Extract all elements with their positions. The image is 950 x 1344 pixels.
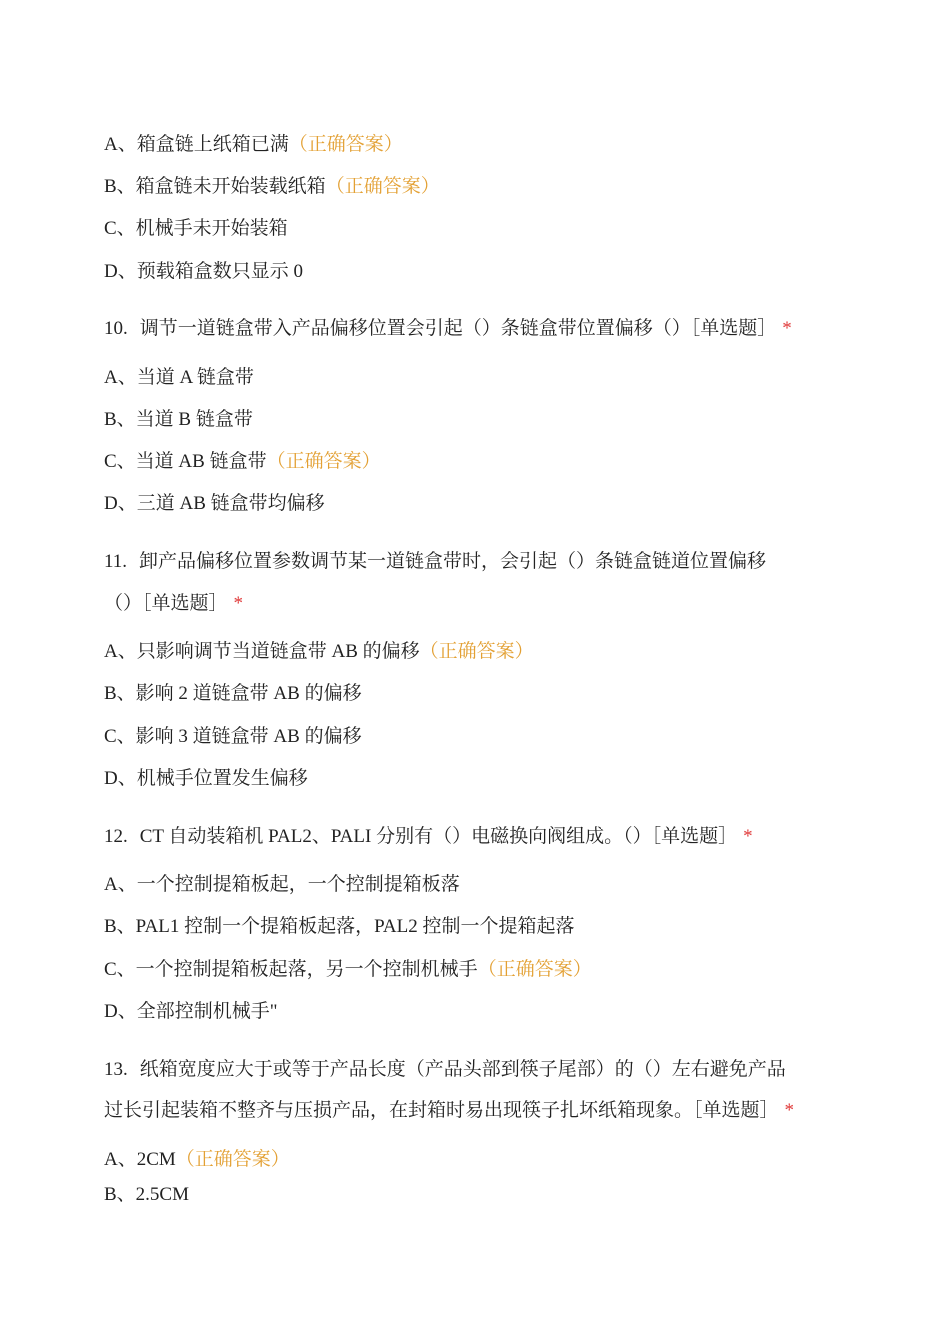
q12-option-d: D、全部控制机械手" [104,1001,278,1022]
question-text: （）［单选题］ [104,593,228,614]
q11-option-c: C、影响 3 道链盒带 AB 的偏移 [104,726,362,747]
q11-option-b: B、影响 2 道链盒带 AB 的偏移 [104,683,362,704]
question-text: CT 自动装箱机 PAL2、PALI 分别有（）电磁换向阀组成。（）［单选题］ [139,826,738,847]
q10-option-a: A、当道 A 链盒带 [104,367,254,388]
q9-option-c: C、机械手未开始装箱 [104,218,288,239]
question-11 [104,549,766,575]
q10-option-d: D、三道 AB 链盒带均偏移 [104,493,325,514]
question-12 [104,824,753,850]
question-number: 13. [104,1059,128,1080]
question-11-line2 [104,591,243,617]
correct-answer-tag: （正确答案） [288,134,403,155]
q13-option-b: B、2.5CM [104,1184,189,1205]
required-mark: * [784,1100,795,1121]
q11-option-a: A、只影响调节当道链盒带 AB 的偏移（正确答案） [104,641,534,662]
q12-option-b: B、PAL1 控制一个提箱板起落，PAL2 控制一个提箱起落 [104,916,575,937]
question-10 [104,316,792,342]
correct-answer-tag: （正确答案） [175,1149,290,1170]
q9-option-a: A、箱盒链上纸箱已满（正确答案） [104,134,403,155]
required-mark: * [233,593,244,614]
q12-option-c: C、一个控制提箱板起落，另一个控制机械手（正确答案） [104,959,592,980]
question-number: 10. [104,318,128,339]
question-text: 纸箱宽度应大于或等于产品长度（产品头部到筷子尾部）的（）左右避免产品 [139,1059,786,1080]
q9-option-d: D、预载箱盒数只显示 0 [104,261,303,282]
correct-answer-tag: （正确答案） [325,176,440,197]
question-13-line2 [104,1098,794,1124]
q13-option-a: A、2CM（正确答案） [104,1149,290,1170]
q9-option-b: B、箱盒链未开始装载纸箱（正确答案） [104,176,440,197]
question-number: 11. [104,551,128,572]
question-13 [104,1057,786,1083]
required-mark: * [743,826,753,847]
question-number: 12. [104,826,128,847]
correct-answer-tag: （正确答案） [266,451,381,472]
question-text: 卸产品偏移位置参数调节某一道链盒带时，会引起（）条链盒链道位置偏移 [139,551,767,572]
question-text: 过长引起装箱不整齐与压损产品，在封箱时易出现筷子扎坏纸箱现象。［单选题］ [104,1100,779,1121]
q11-option-d: D、机械手位置发生偏移 [104,768,308,789]
required-mark: * [782,318,792,339]
q10-option-c: C、当道 AB 链盒带（正确答案） [104,451,381,472]
q12-option-a: A、一个控制提箱板起，一个控制提箱板落 [104,874,460,895]
correct-answer-tag: （正确答案） [419,641,534,662]
question-text: 调节一道链盒带入产品偏移位置会引起（）条链盒带位置偏移（）［单选题］ [139,318,777,339]
correct-answer-tag: （正确答案） [477,959,592,980]
q10-option-b: B、当道 B 链盒带 [104,409,253,430]
